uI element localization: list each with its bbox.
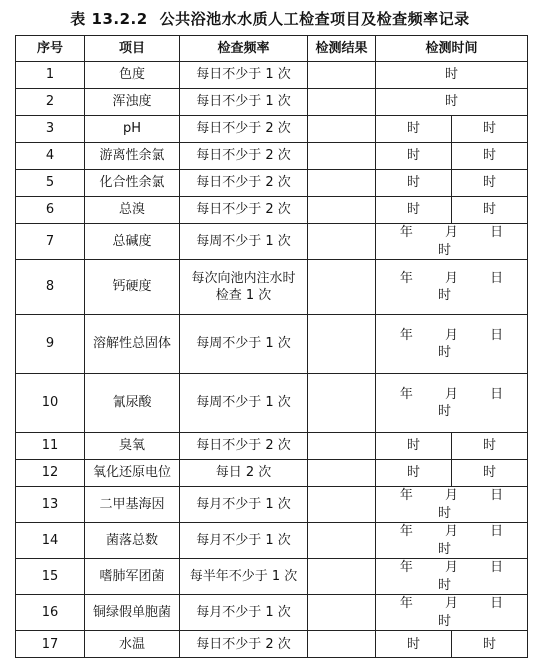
cell-item: 臭氧: [85, 433, 180, 460]
header-item: 项目: [85, 36, 180, 62]
time-split: [376, 143, 527, 169]
time-slot-1: 时: [406, 202, 420, 218]
time-split: [376, 460, 527, 486]
cell-time: [376, 170, 528, 197]
cell-item: 浑浊度: [85, 89, 180, 116]
table-title-number: 表 13.2.2: [70, 10, 148, 28]
cell-seq: 15: [16, 559, 85, 595]
table-row: [16, 315, 528, 374]
table-row: [16, 559, 528, 595]
cell-time: [376, 89, 528, 116]
cell-seq: 13: [16, 487, 85, 523]
cell-seq: 5: [16, 170, 85, 197]
header-freq: 检查频率: [180, 36, 308, 62]
cell-item: 钙硬度: [85, 260, 180, 315]
time-text: 时: [444, 94, 458, 110]
cell-seq: 14: [16, 523, 85, 559]
cell-seq: 17: [16, 631, 85, 658]
table-row: [16, 143, 528, 170]
time-slot-1: 时: [406, 175, 420, 191]
cell-freq: 每日不少于 2 次: [180, 433, 308, 460]
cell-item: 总溴: [85, 197, 180, 224]
cell-item: 游离性余氯: [85, 143, 180, 170]
cell-time: [376, 224, 528, 260]
cell-item: pH: [85, 116, 180, 143]
table-row: [16, 460, 528, 487]
cell-time: [376, 116, 528, 143]
cell-seq: 6: [16, 197, 85, 224]
cell-freq: 每日不少于 2 次: [180, 197, 308, 224]
time-text: 年 月 日 时: [399, 386, 518, 420]
time-slot-2: 时: [451, 143, 527, 169]
cell-seq: 9: [16, 315, 85, 374]
cell-freq: 每周不少于 1 次: [180, 224, 308, 260]
cell-freq: 每日不少于 1 次: [180, 62, 308, 89]
cell-result-input: [308, 315, 376, 374]
cell-result-input: [308, 143, 376, 170]
cell-time: [376, 487, 528, 523]
table-row: [16, 595, 528, 631]
cell-item: 总碱度: [85, 224, 180, 260]
table-row: [16, 523, 528, 559]
cell-result-input: [308, 374, 376, 433]
time-slot-2: 时: [451, 433, 527, 459]
cell-seq: 3: [16, 116, 85, 143]
cell-freq: 每日不少于 1 次: [180, 89, 308, 116]
header-result: 检测结果: [308, 36, 376, 62]
cell-seq: 16: [16, 595, 85, 631]
cell-seq: 8: [16, 260, 85, 315]
header-seq: 序号: [16, 36, 85, 62]
time-split: [376, 170, 527, 196]
time-slot-1: 时: [406, 438, 420, 454]
cell-seq: 1: [16, 62, 85, 89]
header-row: [16, 36, 528, 62]
cell-seq: 10: [16, 374, 85, 433]
time-slot-1: 时: [406, 148, 420, 164]
time-slot-1: 时: [406, 465, 420, 481]
table-row: [16, 197, 528, 224]
inspection-table: [15, 35, 528, 658]
table-row: [16, 260, 528, 315]
cell-time: [376, 433, 528, 460]
cell-item: 色度: [85, 62, 180, 89]
time-split: [376, 433, 527, 459]
cell-result-input: [308, 595, 376, 631]
table-row: [16, 487, 528, 523]
cell-freq: 每周不少于 1 次: [180, 315, 308, 374]
cell-item: 化合性余氯: [85, 170, 180, 197]
cell-freq: 每日不少于 2 次: [180, 143, 308, 170]
cell-result-input: [308, 62, 376, 89]
cell-freq: 每周不少于 1 次: [180, 374, 308, 433]
cell-item: 氧化还原电位: [85, 460, 180, 487]
cell-time: [376, 631, 528, 658]
cell-seq: 7: [16, 224, 85, 260]
table-title-text: 公共浴池水水质人工检查项目及检查频率记录: [159, 10, 470, 28]
table-row: [16, 433, 528, 460]
time-text: 年 月 日 时: [399, 596, 518, 629]
time-text: 年 月 日 时: [399, 327, 518, 361]
time-slot-2: 时: [451, 197, 527, 223]
cell-seq: 4: [16, 143, 85, 170]
cell-result-input: [308, 89, 376, 116]
cell-time: [376, 260, 528, 315]
time-text: 年 月 日 时: [399, 270, 518, 304]
table-row: [16, 89, 528, 116]
cell-seq: 2: [16, 89, 85, 116]
cell-item: 二甲基海因: [85, 487, 180, 523]
time-text: 年 月 日 时: [399, 560, 518, 593]
cell-freq: 每月不少于 1 次: [180, 523, 308, 559]
cell-result-input: [308, 460, 376, 487]
table-row: [16, 116, 528, 143]
cell-item: 水温: [85, 631, 180, 658]
cell-time: [376, 374, 528, 433]
time-text: 年 月 日 时: [399, 524, 518, 557]
time-slot-2: 时: [451, 170, 527, 196]
cell-time: [376, 460, 528, 487]
cell-time: [376, 315, 528, 374]
cell-result-input: [308, 523, 376, 559]
cell-freq: 每月不少于 1 次: [180, 487, 308, 523]
cell-time: [376, 143, 528, 170]
cell-result-input: [308, 224, 376, 260]
cell-item: 铜绿假单胞菌: [85, 595, 180, 631]
table-row: [16, 62, 528, 89]
table-row: [16, 224, 528, 260]
cell-item: 嗜肺军团菌: [85, 559, 180, 595]
time-split: [376, 116, 527, 142]
cell-result-input: [308, 559, 376, 595]
table-row: [16, 170, 528, 197]
cell-result-input: [308, 487, 376, 523]
cell-result-input: [308, 433, 376, 460]
time-text: 年 月 日 时: [399, 225, 518, 258]
time-split: [376, 197, 527, 223]
cell-time: [376, 197, 528, 224]
cell-result-input: [308, 631, 376, 658]
cell-result-input: [308, 197, 376, 224]
cell-seq: 12: [16, 460, 85, 487]
time-slot-2: 时: [451, 116, 527, 142]
header-time: 检测时间: [376, 36, 528, 62]
table-row: [16, 374, 528, 433]
cell-seq: 11: [16, 433, 85, 460]
cell-freq: 每日不少于 2 次: [180, 170, 308, 197]
cell-freq: 每次向池内注水时检查 1 次: [180, 260, 308, 315]
cell-result-input: [308, 116, 376, 143]
cell-result-input: [308, 260, 376, 315]
time-text: 时: [444, 67, 458, 83]
cell-item: 菌落总数: [85, 523, 180, 559]
time-slot-2: 时: [451, 460, 527, 486]
table-body: [16, 62, 528, 658]
cell-time: [376, 559, 528, 595]
time-slot-1: 时: [406, 636, 420, 652]
table-title: [0, 8, 540, 29]
cell-item: 氰尿酸: [85, 374, 180, 433]
time-slot-1: 时: [406, 121, 420, 137]
time-split: [376, 631, 527, 657]
time-slot-2: 时: [451, 631, 527, 657]
cell-freq: 每月不少于 1 次: [180, 595, 308, 631]
time-text: 年 月 日 时: [399, 488, 518, 521]
cell-time: [376, 595, 528, 631]
cell-item: 溶解性总固体: [85, 315, 180, 374]
cell-freq: 每日不少于 2 次: [180, 116, 308, 143]
table-row: [16, 631, 528, 658]
cell-freq: 每日 2 次: [180, 460, 308, 487]
cell-time: [376, 523, 528, 559]
cell-time: [376, 62, 528, 89]
cell-freq: 每日不少于 2 次: [180, 631, 308, 658]
cell-result-input: [308, 170, 376, 197]
cell-freq: 每半年不少于 1 次: [180, 559, 308, 595]
